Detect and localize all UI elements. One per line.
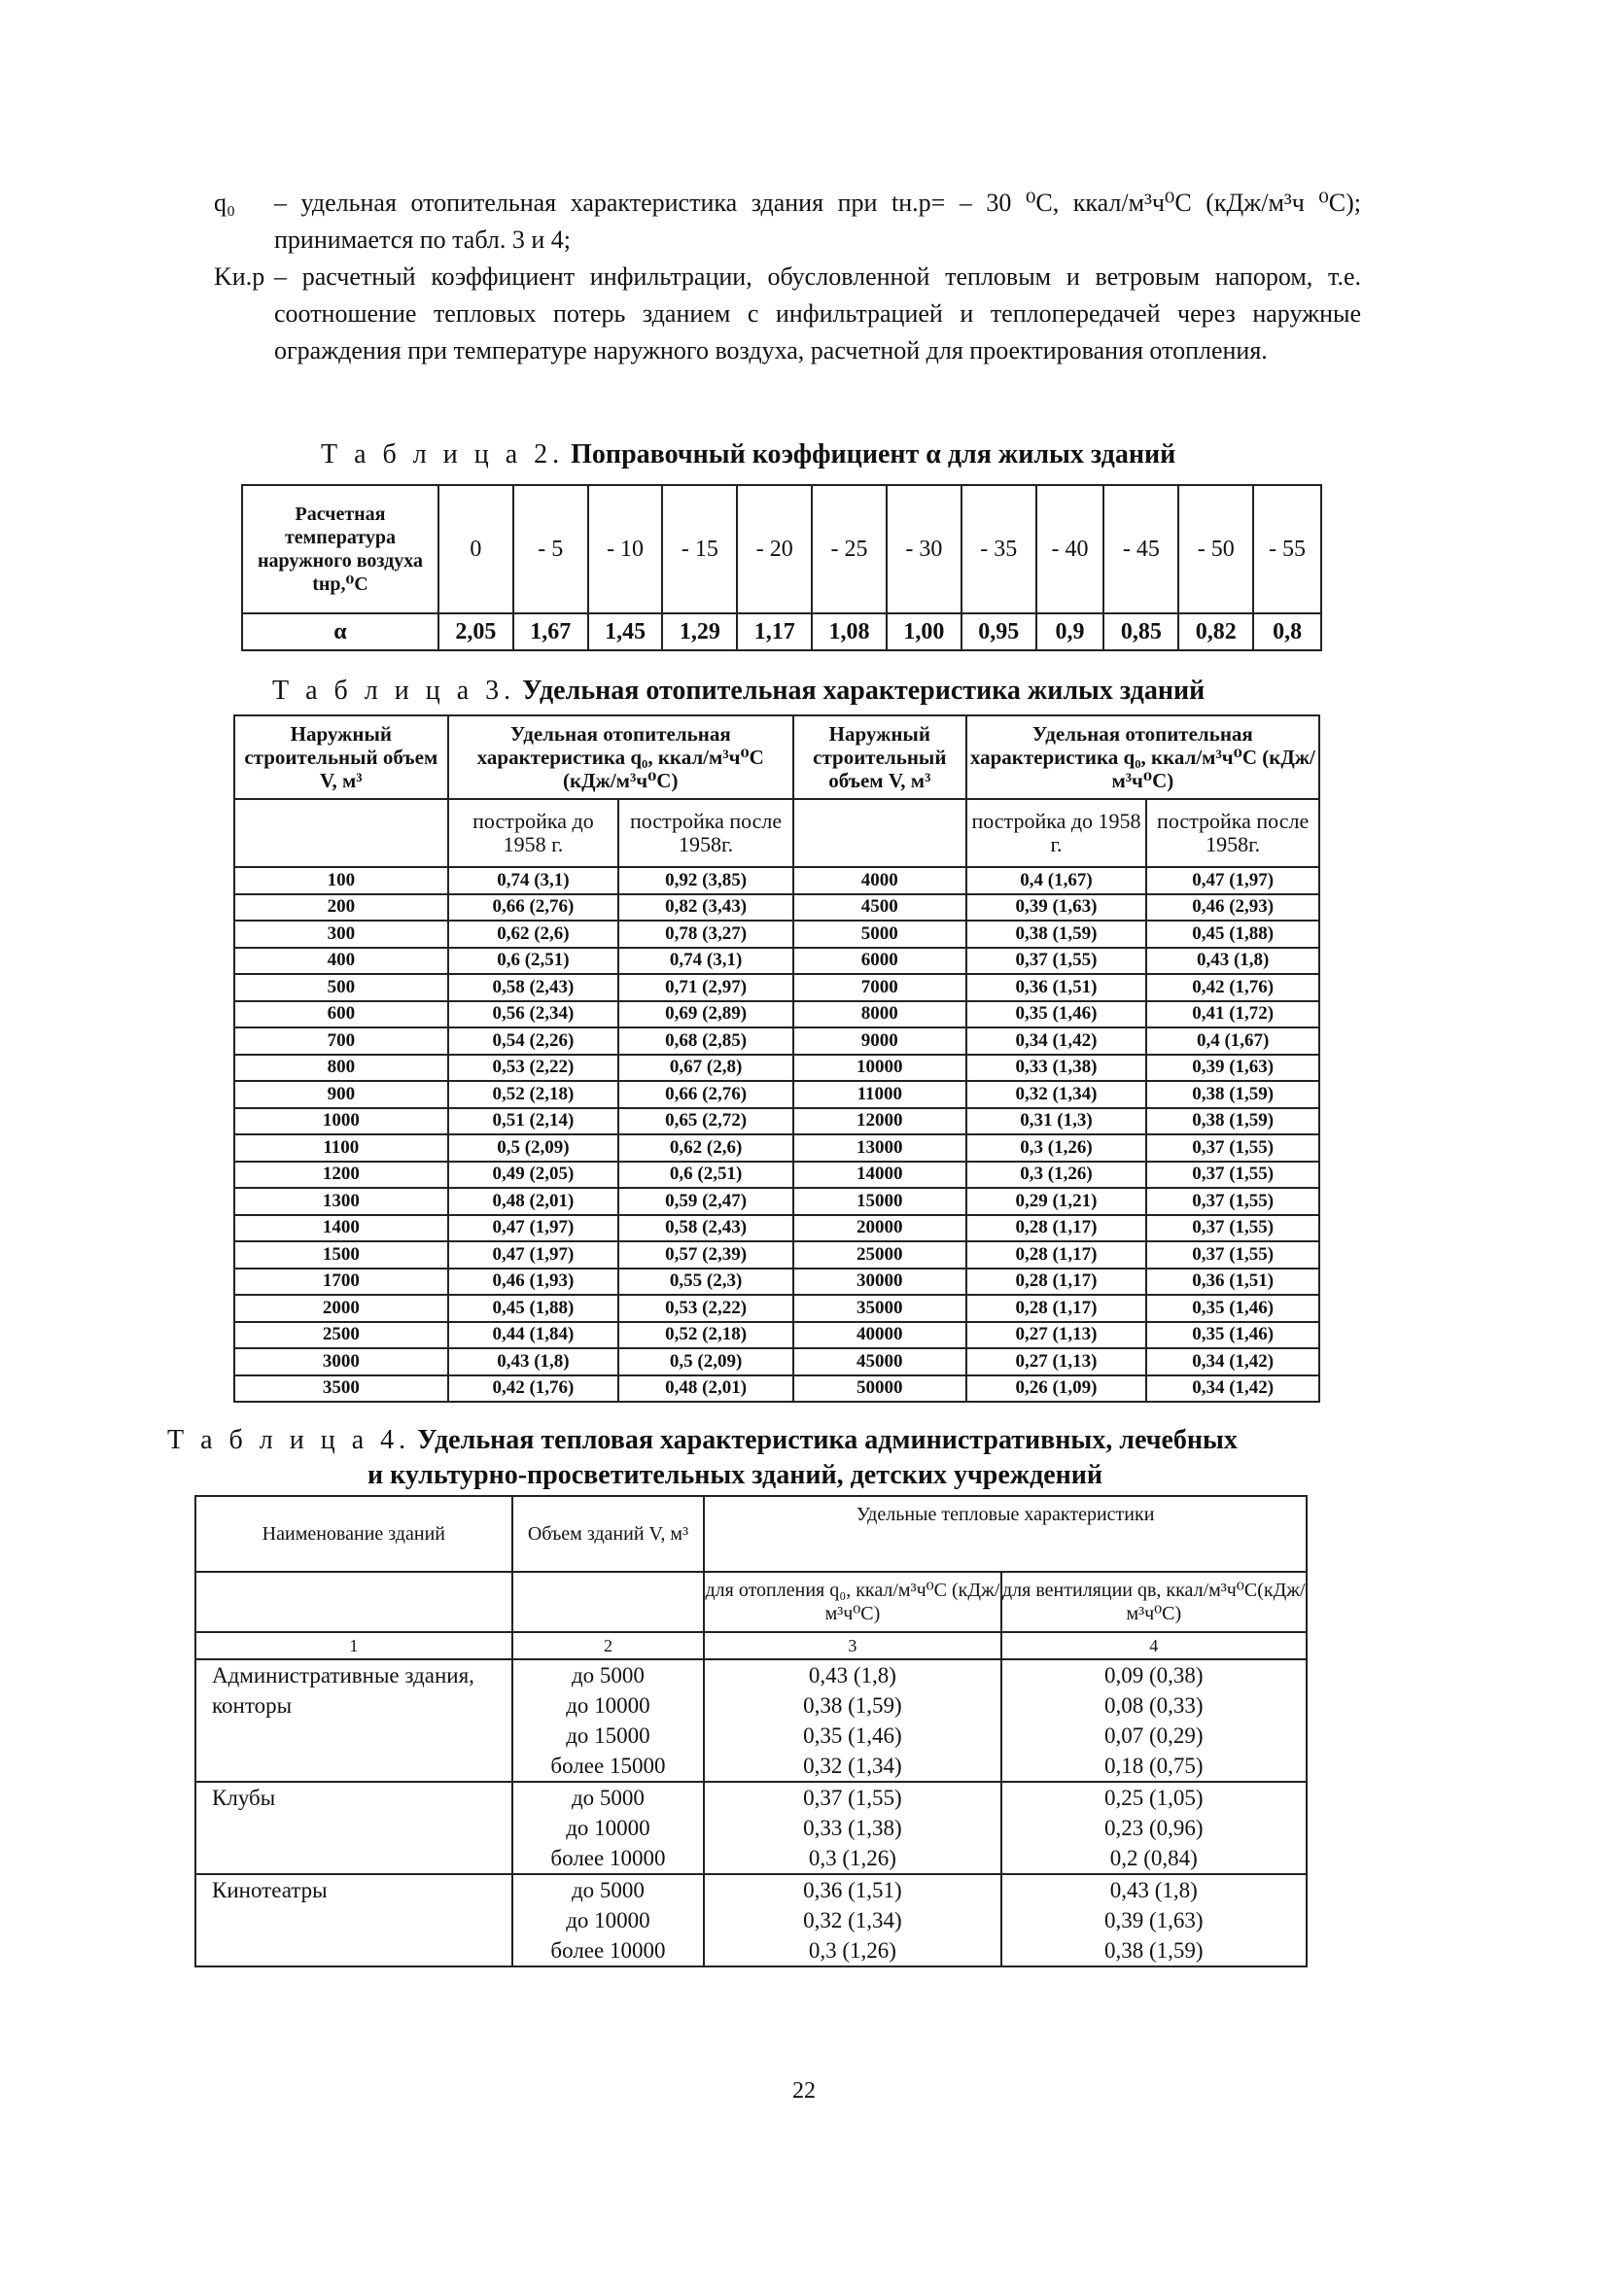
table3-cell: 0,69 (2,89) (618, 1001, 793, 1028)
table4-vent-cell (1001, 1874, 1307, 1966)
table4-value: до 10000 (566, 1693, 650, 1718)
table3-cell: 0,74 (3,1) (618, 948, 793, 975)
table4-body (195, 1659, 1307, 1966)
table3-cell: 300 (234, 921, 448, 948)
table4-vent-cell (1001, 1782, 1307, 1874)
table3-cell: 0,34 (1,42) (1146, 1375, 1319, 1403)
table3-cell: 700 (234, 1027, 448, 1055)
table3-cell: 0,6 (2,51) (618, 1162, 793, 1189)
table3-cell: 2500 (234, 1322, 448, 1349)
table3-cell: 3000 (234, 1348, 448, 1375)
table2-temperature-header: Расчетная температура наружного воздуха tнр,⁰С (242, 485, 438, 613)
table2-alpha-cell: 1,29 (662, 613, 737, 650)
table3-cell: 0,68 (2,85) (618, 1027, 793, 1055)
table4-value: 0,23 (0,96) (1104, 1816, 1204, 1840)
table4-col-number: 2 (512, 1632, 705, 1659)
table3-cell: 0,3 (1,26) (966, 1162, 1147, 1189)
table4-value: 0,32 (1,34) (803, 1754, 902, 1778)
table3-cell: 35000 (793, 1295, 966, 1322)
table-row (234, 1108, 1319, 1135)
table4-value: 0,2 (0,84) (1109, 1846, 1198, 1870)
table4-value: 0,09 (0,38) (1104, 1663, 1204, 1687)
table3-cell: 0,46 (2,93) (1146, 894, 1319, 922)
table2-temperature-cell: - 35 (961, 485, 1036, 613)
table2-temperature-row (242, 485, 1321, 613)
table2-temperature-cell: - 15 (662, 485, 737, 613)
table3-cell: 45000 (793, 1348, 966, 1375)
table3-cell: 0,36 (1,51) (1146, 1269, 1319, 1296)
table3-sub-after: постройка после 1958г. (618, 799, 793, 867)
table-row (234, 1001, 1319, 1028)
table-row (234, 1269, 1319, 1296)
table3-cell: 50000 (793, 1375, 966, 1403)
table-row (234, 1081, 1319, 1108)
table3-cell: 0,74 (3,1) (448, 867, 619, 894)
table3-cell: 20000 (793, 1215, 966, 1242)
table4-col-vent: для вентиляции qв, ккал/м³ч⁰С(кДж/м³ч⁰С) (1001, 1572, 1307, 1632)
table2-temperature-cell: 0 (438, 485, 513, 613)
table3-cell: 0,36 (1,51) (966, 974, 1147, 1001)
table4-value: 0,07 (0,29) (1104, 1723, 1204, 1748)
table4-value: 0,38 (1,59) (1104, 1938, 1204, 1963)
table3-cell: 12000 (793, 1108, 966, 1135)
table3-cell: 0,47 (1,97) (1146, 867, 1319, 894)
table2-temperature-cell: - 30 (887, 485, 961, 613)
table4-value: 0,36 (1,51) (803, 1878, 902, 1902)
table4-col-name: Наименование зданий (195, 1496, 512, 1572)
table3-cell: 1400 (234, 1215, 448, 1242)
table3-cell: 0,47 (1,97) (448, 1215, 619, 1242)
table3-subheader-empty (793, 799, 966, 867)
table-row (234, 1134, 1319, 1162)
table3-cell: 0,35 (1,46) (966, 1001, 1147, 1028)
definition-term: Kи.р (214, 262, 265, 291)
table-row (234, 1322, 1319, 1349)
table3-cell: 0,4 (1,67) (966, 867, 1147, 894)
table3-cell: 0,58 (2,43) (618, 1215, 793, 1242)
table-row (234, 1027, 1319, 1055)
table3-cell: 100 (234, 867, 448, 894)
table4-value: более 15000 (550, 1754, 666, 1778)
table4-value: 0,35 (1,46) (803, 1723, 902, 1748)
table3-cell: 0,32 (1,34) (966, 1081, 1147, 1108)
definition-kir (214, 259, 1361, 369)
table3-sub-before: постройка до 1958 г. (448, 799, 619, 867)
table3-cell: 0,28 (1,17) (966, 1241, 1147, 1269)
table4-value: 0,37 (1,55) (803, 1786, 902, 1810)
table3-cell: 0,27 (1,13) (966, 1322, 1147, 1349)
table3-cell: 1500 (234, 1241, 448, 1269)
table3-cell: 0,35 (1,46) (1146, 1322, 1319, 1349)
table-row (234, 1055, 1319, 1082)
table3-caption (272, 676, 1205, 707)
table3-col-volume: Наружный строительный объем V, м³ (234, 715, 448, 799)
table4-value: 0,33 (1,38) (803, 1816, 902, 1840)
table4-caption-prefix: Т а б л и ц а 4. (167, 1425, 411, 1455)
page-number: 22 (792, 2078, 816, 2104)
table3-cell: 0,37 (1,55) (1146, 1134, 1319, 1162)
table2-alpha-cell: 1,45 (588, 613, 663, 650)
table4-heating-cell (704, 1874, 1000, 1966)
table3-cell: 0,37 (1,55) (966, 948, 1147, 975)
table3-cell: 1700 (234, 1269, 448, 1296)
table4-value: до 10000 (566, 1816, 650, 1840)
table3-cell: 4500 (793, 894, 966, 922)
table3-header-row (234, 715, 1319, 799)
table-row (234, 1241, 1319, 1269)
table2-alpha-cell: 1,17 (737, 613, 812, 650)
table3-cell: 0,26 (1,09) (966, 1375, 1147, 1403)
table4-heating-cell (704, 1782, 1000, 1874)
table4-value: до 5000 (571, 1878, 645, 1902)
table3-cell: 0,53 (2,22) (618, 1295, 793, 1322)
table3-cell: 900 (234, 1081, 448, 1108)
table4-group-row (195, 1659, 1307, 1782)
table3-cell: 0,82 (3,43) (618, 894, 793, 922)
table4-volumes-cell (512, 1874, 705, 1966)
table4-volumes-cell (512, 1659, 705, 1782)
table3-cell: 0,29 (1,21) (966, 1188, 1147, 1215)
table2-caption (321, 439, 1175, 470)
table3-cell: 0,49 (2,05) (448, 1162, 619, 1189)
table-row (234, 1215, 1319, 1242)
table4-caption-line2: и культурно-просветительных зданий, детских учреждений (367, 1460, 1103, 1490)
table3-cell: 0,48 (2,01) (448, 1188, 619, 1215)
table3-cell: 0,48 (2,01) (618, 1375, 793, 1403)
table3-cell: 0,66 (2,76) (448, 894, 619, 922)
table3-cell: 0,41 (1,72) (1146, 1001, 1319, 1028)
table3-cell: 1000 (234, 1108, 448, 1135)
table3-cell: 4000 (793, 867, 966, 894)
table2-alpha-cell: 1,67 (513, 613, 588, 650)
table3-cell: 0,66 (2,76) (618, 1081, 793, 1108)
table3-cell: 0,59 (2,47) (618, 1188, 793, 1215)
table3-cell: 40000 (793, 1322, 966, 1349)
table3-cell: 0,37 (1,55) (1146, 1241, 1319, 1269)
table4-subheader-empty (512, 1572, 705, 1632)
table4-value: более 10000 (550, 1938, 666, 1963)
table3-cell: 200 (234, 894, 448, 922)
table4-value: более 10000 (550, 1846, 666, 1870)
table4-building-name: Административные здания, конторы (195, 1659, 512, 1782)
table2-alpha-cell: 0,9 (1036, 613, 1104, 650)
table4-subheader-empty (195, 1572, 512, 1632)
table3-cell: 1100 (234, 1134, 448, 1162)
table3-cell: 0,42 (1,76) (1146, 974, 1319, 1001)
table3-cell: 0,62 (2,6) (618, 1134, 793, 1162)
table3-cell: 0,3 (1,26) (966, 1134, 1147, 1162)
table4-group-row (195, 1782, 1307, 1874)
table2-temperature-cell: - 25 (812, 485, 887, 613)
definition-text: – расчетный коэффициент инфильтрации, обусловленной тепловым и ветровым напором, т.е. соотношение тепловых потерь зданием с инфильтрацией и теплопередачей через наружные ограждения при температуре наружного воздуха, расчетной для проектирования отопления. (274, 262, 1361, 365)
table4-caption-title: Удельная тепловая характеристика административных, лечебных (417, 1425, 1238, 1455)
table3-cell: 0,58 (2,43) (448, 974, 619, 1001)
table3-cell: 13000 (793, 1134, 966, 1162)
table2-alpha-cell: 0,95 (961, 613, 1036, 650)
table3-cell: 0,78 (3,27) (618, 921, 793, 948)
table2-temperature-cell: - 10 (588, 485, 663, 613)
table3-subheader-empty (234, 799, 448, 867)
table2-alpha-cell: 0,8 (1253, 613, 1321, 650)
table4-value: 0,3 (1,26) (808, 1938, 896, 1963)
table4-col-number: 4 (1001, 1632, 1307, 1659)
table-row (234, 1295, 1319, 1322)
table3-cell: 0,38 (1,59) (1146, 1108, 1319, 1135)
table3-cell: 0,71 (2,97) (618, 974, 793, 1001)
table3-col-characteristic: Удельная отопительная характеристика q₀, ккал/м³ч⁰С (кДж/м³ч⁰С) (448, 715, 793, 799)
table3-cell: 1200 (234, 1162, 448, 1189)
table-row (234, 1188, 1319, 1215)
table3-col-volume: Наружный строительный объем V, м³ (793, 715, 966, 799)
table4-value: до 5000 (571, 1786, 645, 1810)
table4-value: 0,39 (1,63) (1104, 1908, 1204, 1932)
table4-value: 0,38 (1,59) (803, 1693, 902, 1718)
table3-cell: 0,57 (2,39) (618, 1241, 793, 1269)
table3-cell: 1300 (234, 1188, 448, 1215)
table4-value: до 5000 (571, 1663, 645, 1687)
table3-cell: 25000 (793, 1241, 966, 1269)
table3-subheader-row (234, 799, 1319, 867)
table2-alpha-cell: 2,05 (438, 613, 513, 650)
table3-cell: 0,5 (2,09) (618, 1348, 793, 1375)
table-row (234, 1162, 1319, 1189)
table-row (234, 948, 1319, 975)
table3-cell: 0,52 (2,18) (618, 1322, 793, 1349)
table-row (234, 921, 1319, 948)
table3-cell: 500 (234, 974, 448, 1001)
table2-temperature-cell: - 5 (513, 485, 588, 613)
table3-cell: 0,38 (1,59) (1146, 1081, 1319, 1108)
table3 (233, 714, 1320, 1403)
table3-cell: 0,28 (1,17) (966, 1295, 1147, 1322)
table4-col-group: Удельные тепловые характеристики (704, 1496, 1307, 1572)
table4-value: 0,18 (0,75) (1104, 1754, 1204, 1778)
table4-col-number: 1 (195, 1632, 512, 1659)
table2-alpha-cell: 0,82 (1178, 613, 1253, 650)
table3-cell: 0,31 (1,3) (966, 1108, 1147, 1135)
table3-cell: 400 (234, 948, 448, 975)
table3-cell: 0,39 (1,63) (966, 894, 1147, 922)
table3-cell: 0,92 (3,85) (618, 867, 793, 894)
table3-sub-after: постройка после 1958г. (1146, 799, 1319, 867)
definition-q0 (214, 185, 1361, 259)
table3-cell: 8000 (793, 1001, 966, 1028)
table4-header-row (195, 1496, 1307, 1572)
table4-column-numbers (195, 1632, 1307, 1659)
table3-cell: 0,27 (1,13) (966, 1348, 1147, 1375)
table3-cell: 0,28 (1,17) (966, 1215, 1147, 1242)
table2-caption-title: Поправочный коэффициент α для жилых зданий (571, 439, 1176, 470)
table4-building-name: Кинотеатры (195, 1874, 512, 1966)
table3-cell: 14000 (793, 1162, 966, 1189)
table4-building-name: Клубы (195, 1782, 512, 1874)
table2-temperature-cell: - 50 (1178, 485, 1253, 613)
table3-cell: 0,43 (1,8) (1146, 948, 1319, 975)
table3-cell: 0,5 (2,09) (448, 1134, 619, 1162)
table3-cell: 0,62 (2,6) (448, 921, 619, 948)
table3-cell: 0,54 (2,26) (448, 1027, 619, 1055)
table2-alpha-header: α (242, 613, 438, 650)
table4-value: 0,43 (1,8) (1109, 1878, 1198, 1902)
table-row (234, 867, 1319, 894)
table3-cell: 7000 (793, 974, 966, 1001)
table3-cell: 0,44 (1,84) (448, 1322, 619, 1349)
table4-value: 0,08 (0,33) (1104, 1693, 1204, 1718)
table3-cell: 9000 (793, 1027, 966, 1055)
table3-cell: 30000 (793, 1269, 966, 1296)
table3-cell: 0,52 (2,18) (448, 1081, 619, 1108)
table2-alpha-cell: 1,08 (812, 613, 887, 650)
table3-cell: 0,65 (2,72) (618, 1108, 793, 1135)
table-row (234, 1348, 1319, 1375)
table4-group-row (195, 1874, 1307, 1966)
table4-value: до 15000 (566, 1723, 650, 1748)
table4-value: 0,32 (1,34) (803, 1908, 902, 1932)
table2-temperature-cell: - 45 (1103, 485, 1178, 613)
table4-caption-line1 (167, 1425, 1238, 1456)
table3-cell: 0,45 (1,88) (1146, 921, 1319, 948)
table3-cell: 0,39 (1,63) (1146, 1055, 1319, 1082)
table-row (234, 894, 1319, 922)
table3-body (234, 867, 1319, 1402)
table3-cell: 0,6 (2,51) (448, 948, 619, 975)
table3-cell: 2000 (234, 1295, 448, 1322)
table4-col-number: 3 (704, 1632, 1000, 1659)
table3-cell: 0,28 (1,17) (966, 1269, 1147, 1296)
table3-cell: 0,56 (2,34) (448, 1001, 619, 1028)
table3-sub-before: постройка до 1958 г. (966, 799, 1147, 867)
table3-cell: 0,33 (1,38) (966, 1055, 1147, 1082)
table-row (234, 1375, 1319, 1403)
table3-cell: 0,4 (1,67) (1146, 1027, 1319, 1055)
table3-cell: 0,43 (1,8) (448, 1348, 619, 1375)
table3-cell: 3500 (234, 1375, 448, 1403)
definition-text: – удельная отопительная характеристика здания при tн.р= – 30 ⁰С, ккал/м³ч⁰С (кДж/м³ч ⁰С); принимается по табл. 3 и 4; (274, 189, 1361, 254)
definition-term: q₀ (214, 189, 236, 217)
table2-alpha-cell: 0,85 (1103, 613, 1178, 650)
table3-col-characteristic: Удельная отопительная характеристика q₀, ккал/м³ч⁰С (кДж/м³ч⁰С) (966, 715, 1319, 799)
table3-cell: 0,42 (1,76) (448, 1375, 619, 1403)
table3-cell: 0,47 (1,97) (448, 1241, 619, 1269)
table3-cell: 0,34 (1,42) (966, 1027, 1147, 1055)
table2-temperature-cell: - 40 (1036, 485, 1104, 613)
table3-cell: 0,53 (2,22) (448, 1055, 619, 1082)
table4-col-volume: Объем зданий V, м³ (512, 1496, 705, 1572)
table-row (234, 974, 1319, 1001)
table3-cell: 0,34 (1,42) (1146, 1348, 1319, 1375)
table4-value: 0,3 (1,26) (808, 1846, 896, 1870)
table3-cell: 800 (234, 1055, 448, 1082)
table3-cell: 0,38 (1,59) (966, 921, 1147, 948)
table2-caption-prefix: Т а б л и ц а 2. (321, 439, 565, 470)
table3-cell: 15000 (793, 1188, 966, 1215)
table3-cell: 0,35 (1,46) (1146, 1295, 1319, 1322)
table4-value: 0,43 (1,8) (808, 1663, 896, 1687)
table2 (241, 484, 1322, 651)
table3-cell: 600 (234, 1001, 448, 1028)
table3-cell: 0,55 (2,3) (618, 1269, 793, 1296)
table4 (194, 1495, 1308, 1967)
table4-vent-cell (1001, 1659, 1307, 1782)
table3-caption-prefix: Т а б л и ц а 3. (272, 676, 516, 706)
table3-cell: 0,37 (1,55) (1146, 1215, 1319, 1242)
table3-cell: 0,67 (2,8) (618, 1055, 793, 1082)
definitions (214, 185, 1361, 369)
table3-cell: 0,45 (1,88) (448, 1295, 619, 1322)
table3-cell: 0,46 (1,93) (448, 1269, 619, 1296)
table3-cell: 11000 (793, 1081, 966, 1108)
table3-cell: 6000 (793, 948, 966, 975)
table2-temperature-cell: - 55 (1253, 485, 1321, 613)
table2-alpha-cell: 1,00 (887, 613, 961, 650)
table3-cell: 5000 (793, 921, 966, 948)
table3-cell: 10000 (793, 1055, 966, 1082)
table2-alpha-row (242, 613, 1321, 650)
table4-volumes-cell (512, 1782, 705, 1874)
table3-caption-title: Удельная отопительная характеристика жилых зданий (522, 676, 1206, 706)
table4-col-heating: для отопления q₀, ккал/м³ч⁰С (кДж/м³ч⁰С) (704, 1572, 1000, 1632)
table4-value: до 10000 (566, 1908, 650, 1932)
table4-value: 0,25 (1,05) (1104, 1786, 1204, 1810)
table4-subheader-row (195, 1572, 1307, 1632)
table3-cell: 0,51 (2,14) (448, 1108, 619, 1135)
table3-cell: 0,37 (1,55) (1146, 1162, 1319, 1189)
table2-temperature-cell: - 20 (737, 485, 812, 613)
table3-cell: 0,37 (1,55) (1146, 1188, 1319, 1215)
table4-heating-cell (704, 1659, 1000, 1782)
